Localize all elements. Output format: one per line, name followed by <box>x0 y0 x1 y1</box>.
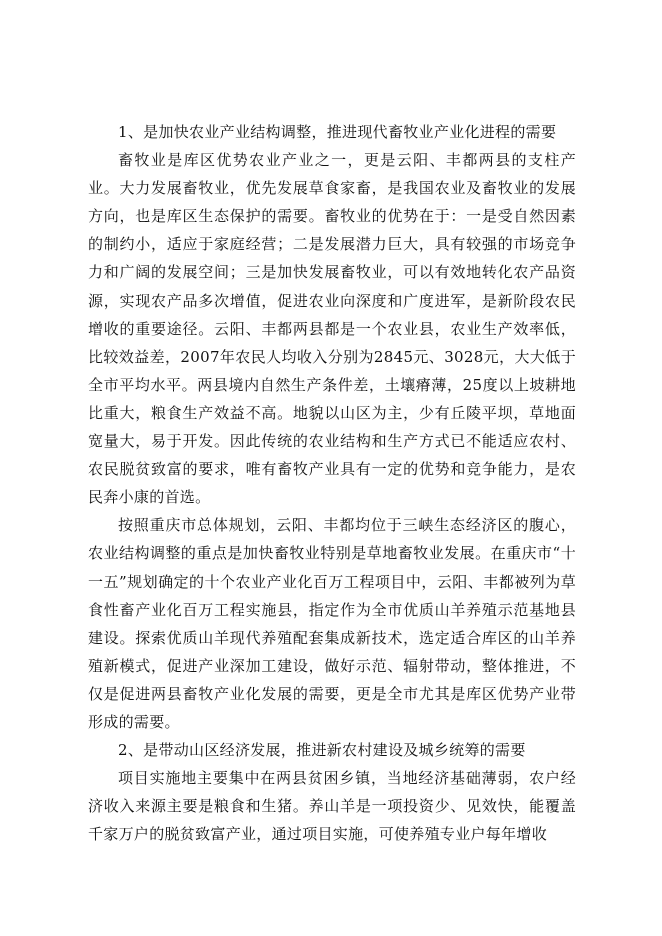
section-heading-1: 1、是加快农业产业结构调整，推进现代畜牧业产业化进程的需要 <box>118 123 557 141</box>
section-heading-2: 2、是带动山区经济发展，推进新农村建设及城乡统筹的需要 <box>118 741 526 760</box>
paragraph-livestock-advantage: 畜牧业是库区优势农业产业之一，更是云阳、丰都两县的支柱产业。大力发展畜牧业，优先发展草食家畜，是我国农业及畜牧业的发展方向，也是库区生态保护的需要。畜牧业的优势在于：一是受自然因素的制约小，适应于家庭经营；二是发展潜力巨大，具有较强的市场竞争力和广阔的发展空间；三是加快发展畜牧业，可以有效地转化农产品资源，实现农产品多次增值，促进农业向深度和广度进军，是新阶段农民增收的重要途径。云阳、丰都两县都是一个农业县，农业生产效率低，比较效益差，2007年农民人均收入分别为2845元、3028元，大大低于全市平均水平。两县境内自然生产条件差，土壤瘠薄，25度以上坡耕地比重大，粮食生产效益不高。地貌以山区为主，少有丘陵平坝，草地面宽量大，易于开发。因此传统的农业结构和生产方式已不能适应农村、农民脱贫致富的要求，唯有畜牧产业具有一定的优势和竞争能力，是农民奔小康的首选。 <box>88 151 576 507</box>
paragraph-chongqing-plan: 按照重庆市总体规划，云阳、丰都均位于三峡生态经济区的腹心，农业结构调整的重点是加快畜牧业特别是草地畜牧业发展。在重庆市“十一五”规划确定的十个农业产业化百万工程项目中，云阳、丰都被列为草食性畜产业化百万工程实施县，指定作为全市优质山羊养殖示范基地县建设。探索优质山羊现代养殖配套集成新技术，选定适合库区的山羊养殖新模式，促进产业深加工建设，做好示范、辐射带动，整体推进，不仅是促进两县畜牧产业化发展的需要，更是全市尤其是库区优势产业带形成的需要。 <box>88 516 576 731</box>
paragraph-poverty-towns: 项目实施地主要集中在两县贫困乡镇，当地经济基础薄弱，农户经济收入来源主要是粮食和生猪。养山羊是一项投资少、见效快，能覆盖千家万户的脱贫致富产业，通过项目实施，可使养殖专业户每年增收 <box>88 769 576 844</box>
document-body <box>88 118 576 848</box>
